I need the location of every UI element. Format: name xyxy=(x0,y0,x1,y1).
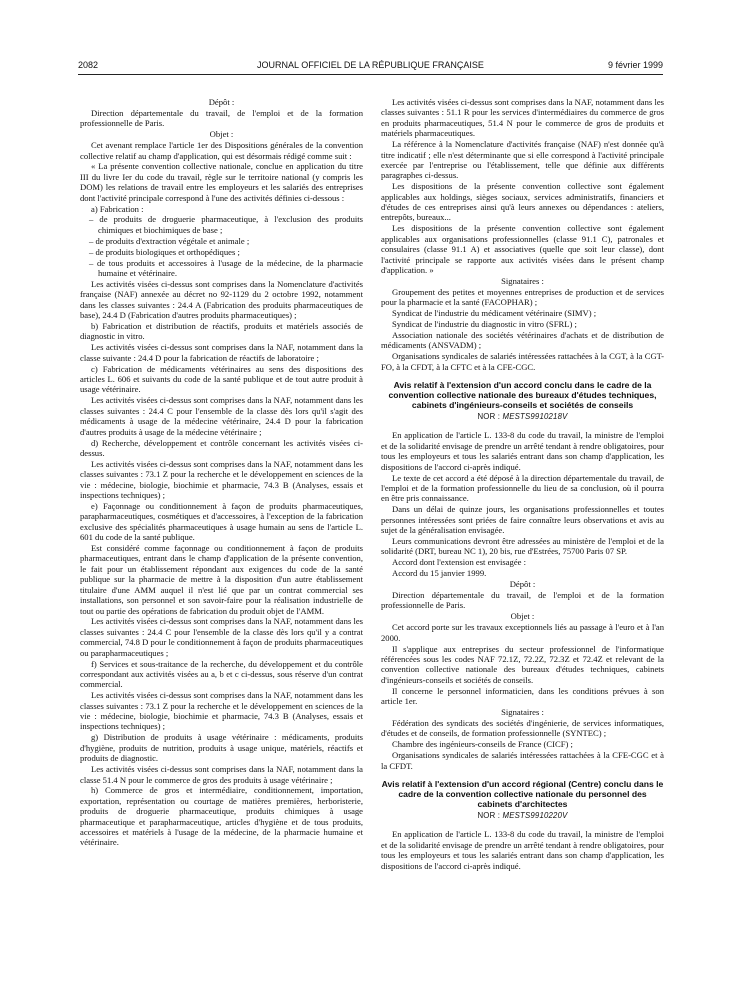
paragraph: Est considéré comme façonnage ou conditionnement à façon de produits pharmaceutiques, entrant dans le champ d'application de la présente convention, le fait pour un établissement répondant aux exigences du code de la santé publique sur la pharmacie de mettre à la disposition d'un autre établissement titulaire d'une AMM auquel il n'est lié que par un contrat commercial ses installations, son personnel et son savoir-faire pour la réalisation industrielle de tout ou partie des opérations de fabrication du produit objet de l'AMM. xyxy=(80,543,363,616)
paragraph: Leurs communications devront être adressées au ministère de l'emploi et de la solidarité (DRT, bureau NC 1), 20 bis, rue d'Estrées, 75700 Paris 07 SP. xyxy=(381,536,664,557)
paragraph: Direction départementale du travail, de l'emploi et de la formation professionnelle de Paris. xyxy=(80,107,363,129)
nor-label: NOR : xyxy=(477,810,501,820)
paragraph: Direction départementale du travail, de l'emploi et de la formation professionnelle de Paris. xyxy=(381,590,664,611)
section-label: Objet : xyxy=(209,129,234,140)
paragraph: Le texte de cet accord a été déposé à la direction départementale du travail, de l'emploi et de la formation professionnelle du lieu de sa conclusion, où il pourra en être pris connaissance. xyxy=(381,472,664,504)
page-number: 2082 xyxy=(78,60,99,70)
paragraph: Association nationale des sociétés vétérinaires d'achats et de distribution de médicaments (ANSVADM) ; xyxy=(381,329,664,351)
paragraph: Les activités visées ci-dessus sont comprises dans la Nomenclature d'activités française (NAF) annexée au décret no 92-1129 du 2 octobre 1992, notamment dans les classes suivantes : 24.4 A (Fabrication des produits pharmaceutiques de base), 24.4 D (Fabrication d'autres produits pharmaceutiques) ; xyxy=(80,278,363,321)
paragraph: Les dispositions de la présente convention collective sont également applicables aux holdings, sièges sociaux, services administratifs, financiers et d'études de ces entreprises ainsi qu'à leurs annexes ou dépendances : ateliers, entrepôts, bureaux... xyxy=(381,181,664,223)
nor-label: NOR : xyxy=(477,412,501,422)
paragraph: Les activités visées ci-dessus sont comprises dans la NAF, notamment dans la classe suivante : 24.4 D pour la fabrication de réactifs de laboratoire ; xyxy=(80,342,363,363)
paragraph: Fédération des syndicats des sociétés d'ingénierie, de services informatiques, d'études et de conseils, de formation professionnelle (SYNTEC) ; xyxy=(381,717,664,739)
paragraph: Les activités visées ci-dessus sont comprises dans la NAF, notamment dans les classes suivantes : 73.1 Z pour la recherche et le développement en sciences de la vie : médecine, biologie, biochimie et pharmacie, 74.3 B (Analyses, essais et inspections techniques) ; xyxy=(80,458,363,501)
section-label: Dépôt : xyxy=(208,97,235,107)
paragraph: a) Fabrication : xyxy=(91,203,144,214)
section-label: Signataires : xyxy=(501,707,544,718)
journal-title: JOURNAL OFFICIEL DE LA RÉPUBLIQUE FRANÇAISE xyxy=(257,60,484,70)
right-column xyxy=(381,97,664,872)
paragraph: Accord dont l'extension est envisagée : xyxy=(392,557,526,568)
paragraph: h) Commerce de gros et intermédiaire, conditionnement, importation, exportation, représentation ou courtage de matières premières, herboristerie, produits de droguerie pharmaceutique, produits chimiques à usage pharmaceutique et parapharmaceutique, articles d'hygiène et de tous produits, accessoires et matériels à l'usage de la médecine, de la pharmacie humaine et vétérinaire. xyxy=(80,785,363,848)
paragraph: Syndicat de l'industrie du médicament vétérinaire (SIMV) ; xyxy=(392,308,597,319)
notice-title-2: Avis relatif à l'extension d'un accord régional (Centre) conclu dans le cadre de la convention collective nationale du personnel des cabinets d'architectes xyxy=(381,778,664,809)
right-column-continuation xyxy=(381,97,664,372)
header-rule xyxy=(78,74,663,75)
paragraph: b) Fabrication et distribution de réactifs, produits et matériels associés de diagnostic in vitro. xyxy=(80,321,363,342)
nor-code: MESTS9910218V xyxy=(502,412,568,422)
nor-reference-1 xyxy=(381,412,664,422)
nor-code: MESTS9910220V xyxy=(502,810,568,820)
notice-body-2 xyxy=(381,829,664,871)
paragraph: Les activités visées ci-dessus sont comprises dans la NAF, notamment dans les classes suivantes : 24.4 C pour l'ensemble de la classe dès lors qu'il s'agit des médicaments à usage de la médecine vétérinaire, 24.4 D pour la fabrication d'autres produits à usage de la médecine vétérinaire ; xyxy=(80,395,363,437)
paragraph: Groupement des petites et moyennes entreprises de production et de services pour la pharmacie et la santé (FACOPHAR) ; xyxy=(381,286,664,308)
paragraph: Il concerne le personnel informaticien, dans les conditions prévues à son article 1er. xyxy=(381,685,664,707)
notice-title-1: Avis relatif à l'extension d'un accord conclu dans le cadre de la convention collective nationale des bureaux d'études techniques, cabinets d'ingénieurs-conseils et sociétés de conseils xyxy=(388,380,657,411)
paragraph: En application de l'article L. 133-8 du code du travail, la ministre de l'emploi et de la solidarité envisage de prendre un arrêté tendant à rendre obligatoires, pour tous les employeurs et tous les salariés entrant dans son champ d'application, les dispositions de l'accord ci-après indiqué. xyxy=(381,430,664,472)
paragraph: Organisations syndicales de salariés intéressées rattachées à la CGT, à la CGT-FO, à la CFDT, à la CFTC et à la CFE-CGC. xyxy=(381,351,664,372)
paragraph: e) Façonnage ou conditionnement à façon de produits pharmaceutiques, parapharmaceutiques, cosmétiques et d'accessoires, à l'exception de la fabrication exclusive des spécialités pharmaceutiques à usage humain au sens de l'article L. 601 du code de la santé publique. xyxy=(80,500,363,543)
paragraph: g) Distribution de produits à usage vétérinaire : médicaments, produits d'hygiène, produits de nutrition, produits à usage unique, matériels, réactifs et produits de diagnostic. xyxy=(80,732,363,764)
section-label: Signataires : xyxy=(501,275,544,286)
paragraph: – de produits d'extraction végétale et animale ; xyxy=(89,235,250,246)
paragraph: La référence à la Nomenclature d'activités française (NAF) n'est donnée qu'à titre indicatif ; elle n'est déterminante que si elle correspond à l'activité principale exercée par l'entreprise ou l'établissement, telle que définie aux différents paragraphes ci-dessus. xyxy=(381,139,664,181)
paragraph: c) Fabrication de médicaments vétérinaires au sens des dispositions des articles L. 606 et suivants du code de la santé publique et de tout autre produit à usage vétérinaire. xyxy=(80,363,363,395)
paragraph: Cet avenant remplace l'article 1er des Dispositions générales de la convention collective relatif au champ d'application, qui est désormais rédigé comme suit : xyxy=(80,140,363,161)
section-label: Objet : xyxy=(510,611,535,622)
paragraph: – de produits de droguerie pharmaceutique, à l'exclusion des produits chimiques et biochimiques de base ; xyxy=(89,214,363,235)
section-label: Dépôt : xyxy=(509,579,536,590)
paragraph: Cet accord porte sur les travaux exceptionnels liés au passage à l'euro et à l'an 2000. xyxy=(381,622,664,643)
paragraph: – de produits biologiques et orthopédiques ; xyxy=(89,246,240,257)
paragraph: Les activités visées ci-dessus sont comprises dans la NAF, notamment dans les classes suivantes : 51.1 R pour les services d'intermédiaires du commerce de gros en produits pharmaceutiques, 51.4 N pour le commerce de gros de produits et matériels pharmaceutiques. xyxy=(381,97,664,139)
left-column xyxy=(80,97,363,848)
paragraph: Organisations syndicales de salariés intéressées rattachées à la CFE-CGC et à la CFDT. xyxy=(381,750,664,771)
paragraph: Accord du 15 janvier 1999. xyxy=(392,568,487,579)
paragraph: Les activités visées ci-dessus sont comprises dans la NAF, notamment dans les classes suivantes : 73.1 Z pour la recherche et le développement en sciences de la vie : médecine, biologie, biochimie et pharmacie, 74.3 B (Analyses, essais et inspections techniques) ; xyxy=(80,690,363,732)
paragraph: Chambre des ingénieurs-conseils de France (CICF) ; xyxy=(392,739,573,750)
paragraph: Il s'applique aux entreprises du secteur professionnel de l'informatique référencées sous les codes NAF 72.1Z, 72.2Z, 72.3Z et 72.4Z et relevant de la convention collective nationale des bureaux d'études techniques, cabinets d'ingénieurs-conseils et sociétés de conseils. xyxy=(381,643,664,685)
page-header xyxy=(78,60,663,74)
paragraph: f) Services et sous-traitance de la recherche, du développement et du contrôle correspondant aux activités visées au a, b et c ci-dessus, sous réserve d'un contrat commercial. xyxy=(80,658,363,690)
notice-body-1 xyxy=(381,430,664,771)
paragraph: Les activités visées ci-dessus sont comprises dans la NAF, notamment dans la classe 51.4 N pour le commerce de gros des produits à usage vétérinaire ; xyxy=(80,764,363,785)
paragraph: Syndicat de l'industrie du diagnostic in vitro (SFRL) ; xyxy=(392,319,577,330)
paragraph: Dans un délai de quinze jours, les organisations professionnelles et toutes personnes intéressées sont priées de faire connaître leurs observations et avis au sujet de la généralisation envisagée. xyxy=(381,504,664,536)
paragraph: – de tous produits et accessoires à l'usage de la médecine, de la pharmacie humaine et vétérinaire. xyxy=(89,257,363,278)
paragraph: Les activités visées ci-dessus sont comprises dans la NAF, notamment dans les classes suivantes : 24.4 C pour l'ensemble de la classe dès lors qu'il y a contrat commercial, 74.8 D pour le conditionnement à façon de produits pharmaceutiques ou parapharmaceutiques ; xyxy=(80,616,363,658)
paragraph: « La présente convention collective nationale, conclue en application du titre III du livre Ier du code du travail, règle sur le territoire national (y compris les DOM) les relations de travail entre les employeurs et les salariés des entreprises dont l'activité principale correspond à l'une des activités définies ci-dessous : xyxy=(80,161,363,203)
paragraph: En application de l'article L. 133-8 du code du travail, la ministre de l'emploi et de la solidarité envisage de prendre un arrêté tendant à rendre obligatoires, pour tous les employeurs et tous les salariés entrant dans son champ d'application, les dispositions de l'accord ci-après indiqué. xyxy=(381,829,664,871)
issue-date: 9 février 1999 xyxy=(607,60,663,70)
nor-reference-2 xyxy=(381,811,664,821)
paragraph: Les dispositions de la présente convention collective sont également applicables aux organisations professionnelles (classe 91.1 C), patronales et consulaires (classe 91.1 A) et associatives (quelle que soit leur classe), dont l'activité principale se rapporte aux activités visées dans le présent champ d'application. » xyxy=(381,223,664,275)
paragraph: d) Recherche, développement et contrôle concernant les activités visées ci-dessus. xyxy=(80,437,363,458)
